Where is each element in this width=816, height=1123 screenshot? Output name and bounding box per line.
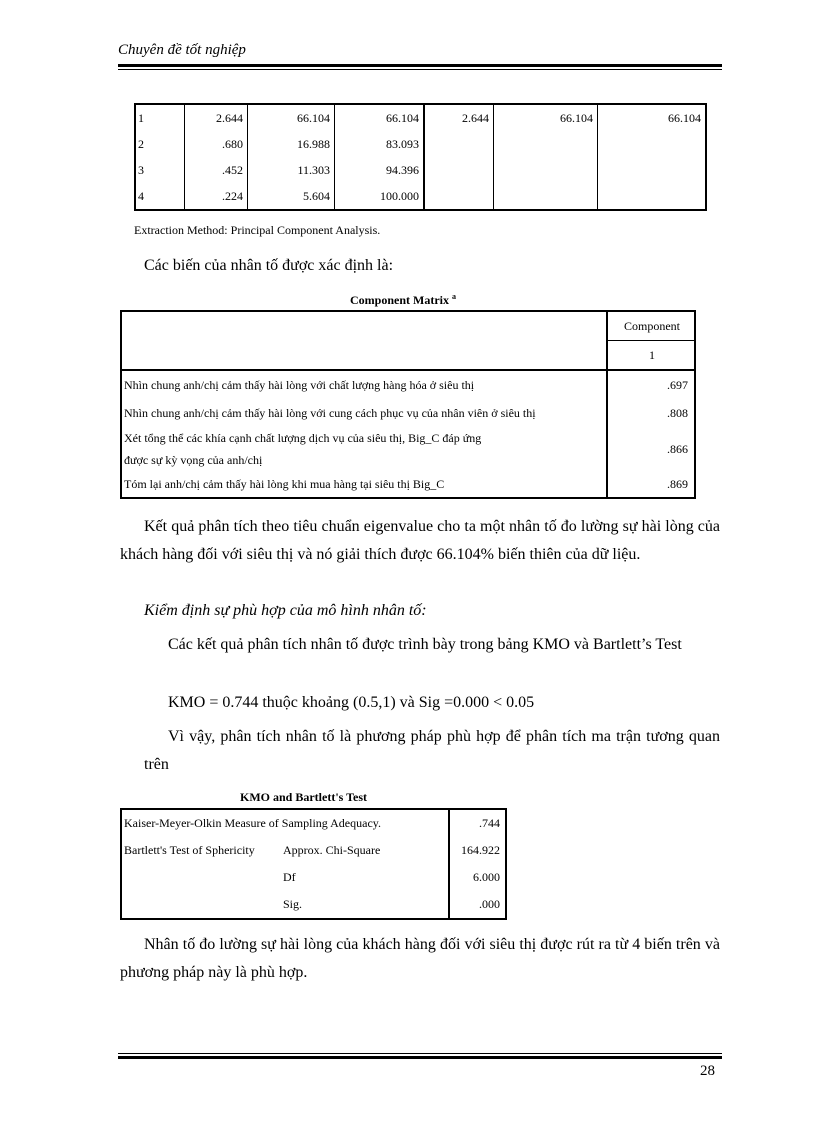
table-cell: 1 bbox=[135, 104, 185, 131]
table-cell: 4 bbox=[135, 183, 185, 210]
table-cell bbox=[424, 131, 494, 157]
matrix-row-value: .697 bbox=[607, 370, 695, 399]
table-row bbox=[135, 104, 706, 131]
component-matrix-superscript: a bbox=[452, 292, 456, 301]
matrix-row-value: .808 bbox=[607, 399, 695, 427]
table-cell: 11.303 bbox=[248, 157, 335, 183]
sig-value: .000 bbox=[449, 891, 506, 919]
kmo-table bbox=[120, 808, 507, 920]
table-row bbox=[121, 809, 506, 837]
table-cell bbox=[424, 157, 494, 183]
header-title: Chuyên đề tốt nghiệp bbox=[118, 42, 246, 58]
table-cell: 3 bbox=[135, 157, 185, 183]
table-cell: 94.396 bbox=[335, 157, 425, 183]
final-paragraph: Nhân tố đo lường sự hài lòng của khách hàng đối với siêu thị được rút ra từ 4 biến trên và phương pháp này là phù hợp. bbox=[120, 936, 720, 981]
bartlett-label: Bartlett's Test of Sphericity bbox=[124, 843, 255, 857]
table-cell: 2 bbox=[135, 131, 185, 157]
component-index-header: 1 bbox=[607, 341, 695, 371]
matrix-row-label: Nhìn chung anh/chị cảm thấy hài lòng với cung cách phục vụ của nhân viên ở siêu thị bbox=[124, 405, 536, 420]
table-cell bbox=[424, 183, 494, 210]
table-row bbox=[135, 131, 706, 157]
kmo-label: Kaiser-Meyer-Olkin Measure of Sampling Adequacy. bbox=[124, 816, 381, 830]
kmo-value-line: KMO = 0.744 thuộc khoảng (0.5,1) và Sig =0.000 < 0.05 bbox=[168, 694, 535, 711]
table-row bbox=[121, 471, 695, 498]
result-paragraph: Kết quả phân tích theo tiêu chuẩn eigenvalue cho ta một nhân tố đo lường sự hài lòng của khách hàng đối với siêu thị và nó giải thích được 66.104% biến thiên của dữ liệu. bbox=[120, 518, 720, 563]
table-cell: 100.000 bbox=[335, 183, 425, 210]
table-cell bbox=[121, 864, 281, 891]
chi-label: Approx. Chi-Square bbox=[283, 843, 381, 857]
table-cell bbox=[494, 157, 598, 183]
df-value: 6.000 bbox=[449, 864, 506, 891]
table-cell bbox=[121, 311, 607, 341]
table-cell: 83.093 bbox=[335, 131, 425, 157]
df-label: Df bbox=[283, 870, 296, 884]
table-cell: .224 bbox=[185, 183, 248, 210]
table-cell: 5.604 bbox=[248, 183, 335, 210]
table-cell bbox=[598, 131, 707, 157]
component-matrix-title bbox=[350, 292, 456, 308]
intro-paragraph: Các biến của nhân tố được xác định là: bbox=[144, 257, 394, 274]
table-header-row bbox=[121, 311, 695, 341]
table-cell: .680 bbox=[185, 131, 248, 157]
table-row bbox=[135, 157, 706, 183]
table-cell: 66.104 bbox=[248, 104, 335, 131]
header-rule bbox=[118, 64, 722, 70]
table-row bbox=[121, 864, 506, 891]
table-cell bbox=[121, 341, 607, 371]
chi-value: 164.922 bbox=[449, 837, 506, 864]
table-cell: 2.644 bbox=[185, 104, 248, 131]
table-header-row bbox=[121, 341, 695, 371]
sig-label: Sig. bbox=[283, 897, 303, 911]
kmo-table-title: KMO and Bartlett's Test bbox=[240, 790, 368, 804]
table-row bbox=[121, 837, 506, 864]
table-cell: 66.104 bbox=[335, 104, 425, 131]
kmo-value: .744 bbox=[449, 809, 506, 837]
table-cell: .452 bbox=[185, 157, 248, 183]
component-matrix-table bbox=[120, 310, 696, 499]
matrix-row-label: Xét tổng thể các khía cạnh chất lượng dịch vụ của siêu thị, Big_C đáp ứng được sự kỳ vọng của anh/chị bbox=[124, 431, 482, 467]
table-row bbox=[135, 183, 706, 210]
table-cell: 2.644 bbox=[424, 104, 494, 131]
table-cell bbox=[598, 157, 707, 183]
table-cell: 16.988 bbox=[248, 131, 335, 157]
matrix-row-label: Nhìn chung anh/chị cảm thấy hài lòng với chất lượng hàng hóa ở siêu thị bbox=[124, 377, 475, 392]
table-cell: 66.104 bbox=[668, 110, 701, 125]
table-cell bbox=[494, 183, 598, 210]
table-cell bbox=[598, 183, 707, 210]
conclusion-paragraph: Vì vậy, phân tích nhân tố là phương pháp phù hợp để phân tích ma trận tương quan trên bbox=[144, 728, 720, 773]
subheading: Kiểm định sự phù hợp của mô hình nhân tố: bbox=[144, 602, 427, 619]
table-cell bbox=[121, 891, 281, 919]
table-row bbox=[121, 370, 695, 399]
table-cell: 66.104 bbox=[494, 104, 598, 131]
table-cell bbox=[494, 131, 598, 157]
kmo-intro-paragraph: Các kết quả phân tích nhân tố được trình bày trong bảng KMO và Bartlett’s Test bbox=[168, 636, 682, 653]
page-number: 28 bbox=[700, 1063, 715, 1079]
eigenvalue-table bbox=[134, 103, 707, 211]
table-row bbox=[121, 891, 506, 919]
matrix-row-label: Tóm lại anh/chị cảm thấy hài lòng khi mua hàng tại siêu thị Big_C bbox=[124, 476, 445, 491]
table-row bbox=[121, 427, 695, 471]
matrix-row-value: .866 bbox=[607, 427, 695, 471]
footer-rule bbox=[118, 1053, 722, 1059]
extraction-note: Extraction Method: Principal Component Analysis. bbox=[134, 223, 381, 237]
table-row bbox=[121, 399, 695, 427]
component-header: Component bbox=[607, 311, 695, 341]
component-matrix-title-text: Component Matrix bbox=[350, 293, 449, 307]
matrix-row-value: .869 bbox=[607, 471, 695, 498]
